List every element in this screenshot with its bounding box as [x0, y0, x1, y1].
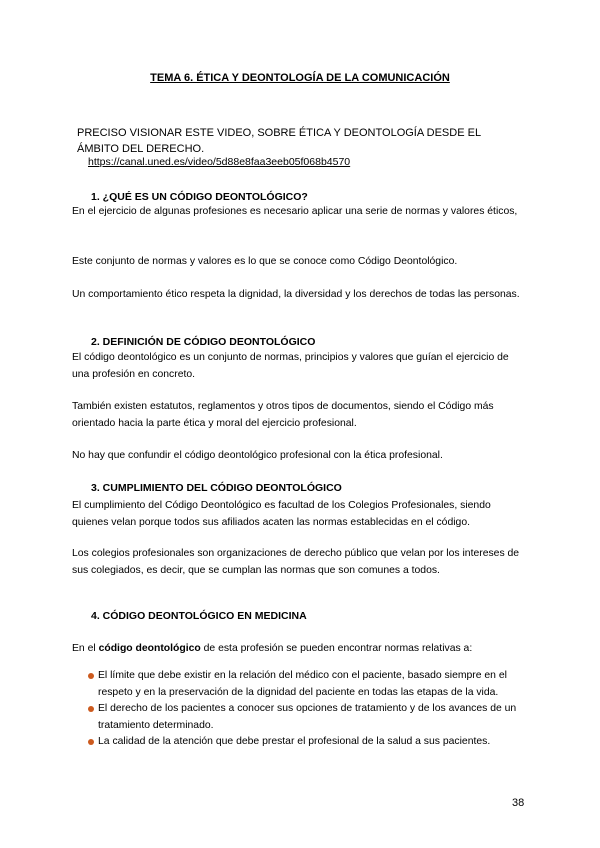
section-3-heading: 3. CUMPLIMIENTO DEL CÓDIGO DEONTOLÓGICO	[91, 482, 342, 494]
document-title: TEMA 6. ÉTICA Y DEONTOLOGÍA DE LA COMUNICACIÓN	[150, 72, 450, 84]
list-item	[88, 734, 528, 751]
list-item-text: El derecho de los pacientes a conocer sus opciones de tratamiento y de los avances de un tratamiento determinado.	[98, 703, 517, 731]
list-item-text: La calidad de la atención que debe prestar el profesional de la salud a sus pacientes.	[98, 736, 491, 747]
section-3-paragraph-1: El cumplimiento del Código Deontológico es facultad de los Colegios Profesionales, siendo quienes velan porque todos sus afiliados acaten las normas establecidas en el código.	[72, 500, 491, 528]
list-item-text: El límite que debe existir en la relación del médico con el paciente, basado siempre en el respeto y en la preservación de la dignidad del paciente en todas las etapas de la vida.	[98, 670, 507, 698]
section-2-paragraph-3: No hay que confundir el código deontológico profesional con la ética profesional.	[72, 450, 443, 461]
list-item	[88, 701, 528, 734]
section-2-heading: 2. DEFINICIÓN DE CÓDIGO DEONTOLÓGICO	[91, 336, 316, 348]
section-4-intro-start: En el	[72, 643, 99, 654]
section-1-heading: 1. ¿QUÉ ES UN CÓDIGO DEONTOLÓGICO?	[91, 191, 308, 203]
list-item	[88, 668, 528, 701]
video-instruction: PRECISO VISIONAR ESTE VIDEO, SOBRE ÉTICA Y DEONTOLOGÍA DESDE EL ÁMBITO DEL DERECHO.	[77, 127, 481, 155]
section-4-intro-end: de esta profesión se pueden encontrar normas relativas a:	[200, 643, 473, 654]
section-1-paragraph-1: En el ejercicio de algunas profesiones es necesario aplicar una serie de normas y valores éticos,	[72, 206, 518, 217]
section-2-paragraph-2: También existen estatutos, reglamentos y otros tipos de documentos, siendo el Código más orientado hacia la parte ética y moral del ejercicio profesional.	[72, 401, 494, 429]
section-2-paragraph-1: El código deontológico es un conjunto de normas, principios y valores que guían el ejercicio de una profesión en concreto.	[72, 352, 509, 380]
section-3-paragraph-2: Los colegios profesionales son organizaciones de derecho público que velan por los intereses de sus colegiados, es decir, que se cumplan las normas que son comunes a todos.	[72, 548, 520, 576]
section-4-heading: 4. CÓDIGO DEONTOLÓGICO EN MEDICINA	[91, 610, 307, 622]
section-4-intro	[72, 641, 528, 658]
video-link[interactable]: https://canal.uned.es/video/5d88e8faa3eeb05f068b4570	[88, 156, 351, 168]
page-number: 38	[512, 797, 525, 809]
section-1-paragraph-3: Un comportamiento ético respeta la dignidad, la diversidad y los derechos de todas las personas.	[72, 289, 520, 300]
section-1-paragraph-2: Este conjunto de normas y valores es lo que se conoce como Código Deontológico.	[72, 256, 458, 267]
bullet-dot-icon	[88, 739, 94, 745]
section-4-intro-bold: código deontológico	[98, 643, 201, 654]
bullet-dot-icon	[88, 673, 94, 679]
bullet-dot-icon	[88, 706, 94, 712]
section-4-bullet-list	[88, 668, 528, 751]
